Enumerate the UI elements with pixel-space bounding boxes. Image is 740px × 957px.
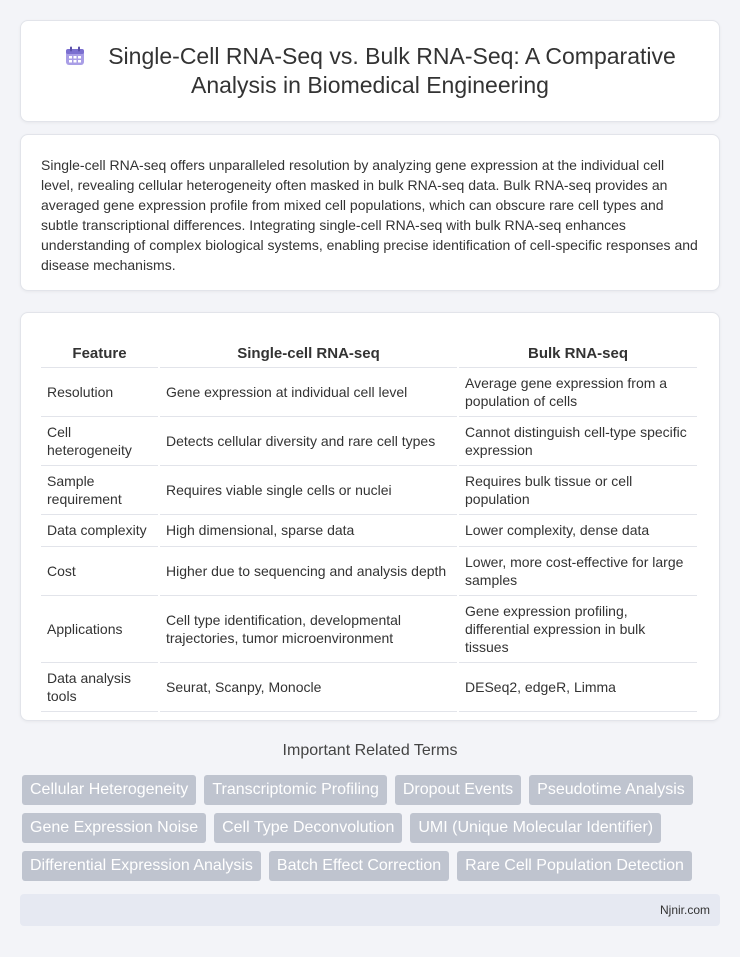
related-term-chip[interactable]: Cellular Heterogeneity (22, 775, 196, 805)
feature-cell: Resolution (41, 367, 159, 416)
related-term-chip[interactable]: Pseudotime Analysis (529, 775, 693, 805)
table-row (41, 416, 697, 465)
feature-cell: Cell heterogeneity (41, 416, 159, 465)
table-row (41, 595, 697, 662)
footer (20, 894, 720, 926)
comparison-table-card (20, 312, 720, 721)
table-row (41, 367, 697, 416)
single-cell-cell: Detects cellular diversity and rare cell types (159, 416, 458, 465)
single-cell-cell: Requires viable single cells or nuclei (159, 465, 458, 514)
table-row (41, 465, 697, 514)
bulk-cell: Requires bulk tissue or cell population (458, 465, 697, 514)
single-cell-cell: Seurat, Scanpy, Monocle (159, 662, 458, 711)
feature-cell: Data analysis tools (41, 662, 159, 711)
bulk-cell: Gene expression profiling, differential expression in bulk tissues (458, 595, 697, 662)
single-cell-cell: Gene expression at individual cell level (159, 367, 458, 416)
bulk-cell: DESeq2, edgeR, Limma (458, 662, 697, 711)
title-text: Single-Cell RNA-Seq vs. Bulk RNA-Seq: A Comparative Analysis in Biomedical Engineering (108, 43, 676, 98)
single-cell-cell: Higher due to sequencing and analysis depth (159, 546, 458, 595)
table-header-row (41, 333, 697, 367)
single-cell-cell: High dimensional, sparse data (159, 514, 458, 546)
bulk-cell: Lower, more cost-effective for large samples (458, 546, 697, 595)
bulk-cell: Cannot distinguish cell-type specific expression (458, 416, 697, 465)
table-row (41, 662, 697, 711)
feature-cell: Applications (41, 595, 159, 662)
related-term-chip[interactable]: Batch Effect Correction (269, 851, 449, 881)
bulk-cell: Lower complexity, dense data (458, 514, 697, 546)
comparison-table (41, 333, 697, 712)
bulk-cell: Average gene expression from a population of cells (458, 367, 697, 416)
header-bulk: Bulk RNA-seq (458, 333, 697, 367)
header-feature: Feature (41, 333, 159, 367)
table-row (41, 514, 697, 546)
feature-cell: Cost (41, 546, 159, 595)
intro-paragraph: Single-cell RNA-seq offers unparalleled resolution by analyzing gene expression at the individual cell level, revealing cellular heterogeneity often masked in bulk RNA-seq data. Bulk RNA-seq provides an averaged gene expression profile from mixed cell populations, which can obscure rare cell types and subtle transcriptional differences. Integrating single-cell RNA-seq with bulk RNA-seq enhances understanding of complex biological systems, enabling precise identification of cell-specific responses and disease mechanisms. (41, 157, 698, 273)
related-term-chip[interactable]: UMI (Unique Molecular Identifier) (410, 813, 661, 843)
related-term-chip[interactable]: Rare Cell Population Detection (457, 851, 692, 881)
table-row (41, 546, 697, 595)
related-term-chip[interactable]: Differential Expression Analysis (22, 851, 261, 881)
related-term-chip[interactable]: Cell Type Deconvolution (214, 813, 402, 843)
related-terms-title: Important Related Terms (282, 742, 458, 759)
related-terms-list (22, 775, 712, 881)
related-term-chip[interactable]: Transcriptomic Profiling (204, 775, 387, 805)
page-title (61, 42, 679, 100)
feature-cell: Data complexity (41, 514, 159, 546)
calendar-icon (64, 45, 86, 67)
related-term-chip[interactable]: Dropout Events (395, 775, 521, 805)
single-cell-cell: Cell type identification, developmental trajectories, tumor microenvironment (159, 595, 458, 662)
footer-brand[interactable]: Njnir.com (659, 903, 710, 917)
related-term-chip[interactable]: Gene Expression Noise (22, 813, 206, 843)
header-single-cell: Single-cell RNA-seq (159, 333, 458, 367)
intro-card (20, 134, 720, 291)
title-card (20, 20, 720, 122)
feature-cell: Sample requirement (41, 465, 159, 514)
